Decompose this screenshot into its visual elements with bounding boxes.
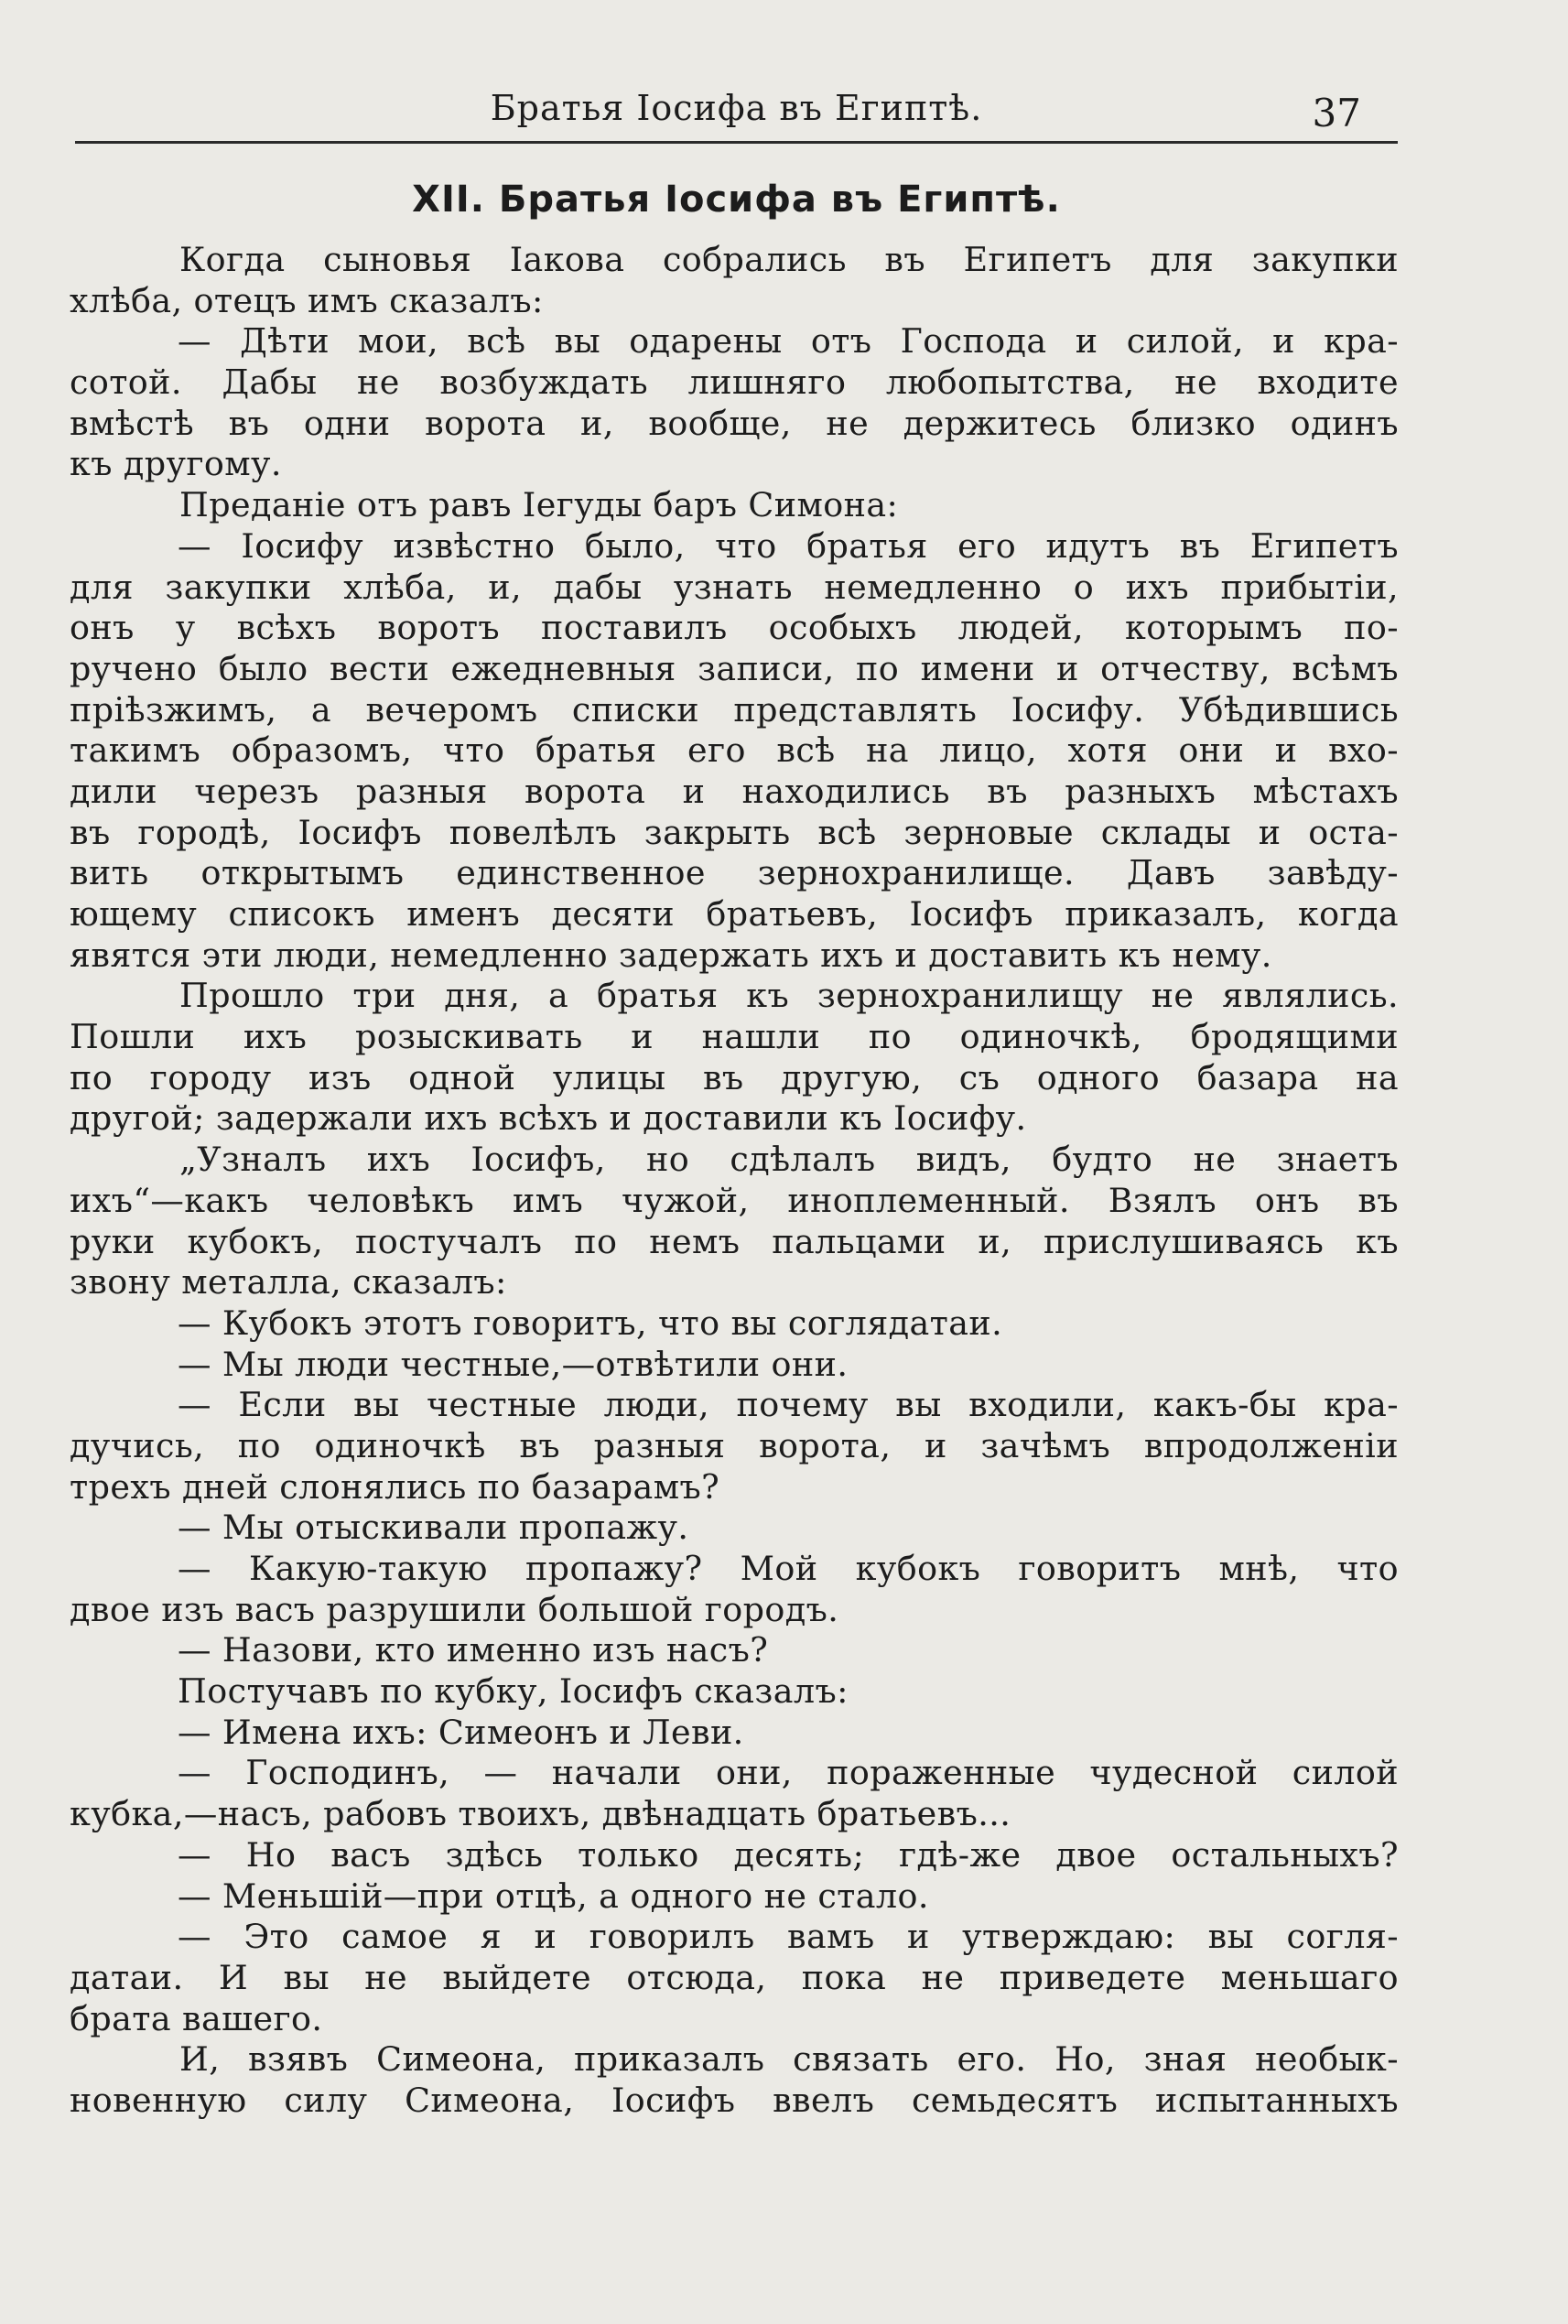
text-line: кубка,—насъ, рабовъ твоихъ, двѣнадцать братьевъ... — [70, 1794, 1011, 1834]
text-line: Преданіе отъ равъ Іегуды баръ Симона: — [179, 485, 899, 525]
running-head — [75, 84, 1398, 150]
chapter-title: XII. Братья Іосифа въ Египтѣ. — [412, 178, 1061, 221]
text-line: — Іосифу извѣстно было, что братья его идутъ въ Египетъ — [178, 525, 1399, 566]
text-line: сотой. Дабы не возбуждать лишняго любопытства, не входите — [70, 362, 1399, 403]
text-line: — Дѣти мои, всѣ вы одарены отъ Господа и силой, и кра- — [178, 321, 1399, 362]
chapter-body — [70, 240, 1399, 2122]
text-line: — Назови, кто именно изъ насъ? — [178, 1630, 769, 1670]
text-line: для закупки хлѣба, и, дабы узнать немедленно о ихъ прибытіи, — [70, 567, 1399, 607]
text-line: дучись, по одиночкѣ въ разныя ворота, и зачѣмъ впродолженіи — [70, 1425, 1399, 1465]
text-line: вить открытымъ единственное зернохранилище. Давъ завѣду- — [70, 853, 1399, 893]
text-line: новенную силу Симеона, Іосифъ ввелъ семьдесятъ испытанныхъ — [70, 2080, 1399, 2120]
text-line: — Если вы честные люди, почему вы входили, какъ-бы кра- — [178, 1385, 1399, 1425]
header-rule — [75, 141, 1398, 144]
text-line: руки кубокъ, постучалъ по немъ пальцами и, прислушиваясь къ — [70, 1221, 1399, 1261]
text-line: — Это самое я и говорилъ вамъ и утверждаю: вы согля- — [178, 1917, 1399, 1957]
text-line: Когда сыновья Іакова собрались въ Египетъ для закупки — [179, 240, 1399, 279]
text-line: по городу изъ одной улицы въ другую, съ одного базара на — [70, 1057, 1399, 1097]
text-line: Постучавъ по кубку, Іосифъ сказалъ: — [178, 1671, 849, 1712]
text-line: къ другому. — [70, 444, 282, 484]
text-line: двое изъ васъ разрушили большой городъ. — [70, 1589, 839, 1629]
text-line: — Мы люди честные,—отвѣтили они. — [178, 1344, 849, 1384]
text-line: ихъ“—какъ человѣкъ имъ чужой, иноплеменный. Взялъ онъ въ — [70, 1180, 1399, 1220]
page-number: 37 — [1312, 91, 1361, 135]
text-line: „Узналъ ихъ Іосифъ, но сдѣлалъ видъ, будто не знаетъ — [179, 1140, 1399, 1180]
text-line: Пошли ихъ розыскивать и нашли по одиночкѣ, бродящими — [70, 1017, 1399, 1057]
text-line: ющему списокъ именъ десяти братьевъ, Іосифъ приказалъ, когда — [70, 894, 1399, 934]
text-line: дили черезъ разныя ворота и находились въ разныхъ мѣстахъ — [70, 771, 1399, 811]
text-line: пріѣзжимъ, а вечеромъ списки представлять Іосифу. Убѣдившись — [70, 689, 1399, 730]
text-line: въ городѣ, Іосифъ повелѣлъ закрыть всѣ зерновые склады и оста- — [70, 812, 1399, 852]
text-line: брата вашего. — [70, 1998, 323, 2038]
text-line: Прошло три дня, а братья къ зернохранилищу не являлись. — [179, 976, 1399, 1016]
text-line: — Господинъ, — начали они, пораженные чудесной силой — [178, 1753, 1399, 1793]
text-line: звону металла, сказалъ: — [70, 1262, 507, 1303]
text-line: датаи. И вы не выйдете отсюда, пока не приведете меньшаго — [70, 1957, 1399, 1997]
text-line: — Но васъ здѣсь только десять; гдѣ-же двое остальныхъ? — [178, 1834, 1399, 1875]
running-title: Братья Іосифа въ Египтѣ. — [490, 88, 983, 128]
text-line: И, взявъ Симеона, приказалъ связать его. Но, зная необык- — [179, 2039, 1399, 2080]
text-line: — Какую-такую пропажу? Мой кубокъ говоритъ мнѣ, что — [178, 1549, 1399, 1588]
text-line: хлѣба, отецъ имъ сказалъ: — [70, 280, 544, 320]
text-line: такимъ образомъ, что братья его всѣ на лицо, хотя они и вхо- — [70, 730, 1399, 771]
text-line: ручено было вести ежедневныя записи, по имени и отчеству, всѣмъ — [70, 648, 1399, 688]
text-line: другой; задержали ихъ всѣхъ и доставили къ Іосифу. — [70, 1098, 1027, 1139]
text-line: вмѣстѣ въ одни ворота и, вообще, не держитесь близко одинъ — [70, 403, 1399, 443]
text-line: трехъ дней слонялись по базарамъ? — [70, 1466, 720, 1507]
text-line: — Имена ихъ: Симеонъ и Леви. — [178, 1712, 744, 1752]
text-line: — Мы отыскивали пропажу. — [178, 1508, 689, 1548]
text-line: — Меньшій—при отцѣ, а одного не стало. — [178, 1875, 929, 1916]
text-line: явятся эти люди, немедленно задержать ихъ и доставить къ нему. — [70, 935, 1272, 975]
text-line: онъ у всѣхъ воротъ поставилъ особыхъ людей, которымъ по- — [70, 608, 1399, 648]
text-line: — Кубокъ этотъ говоритъ, что вы соглядатаи. — [178, 1303, 1003, 1343]
